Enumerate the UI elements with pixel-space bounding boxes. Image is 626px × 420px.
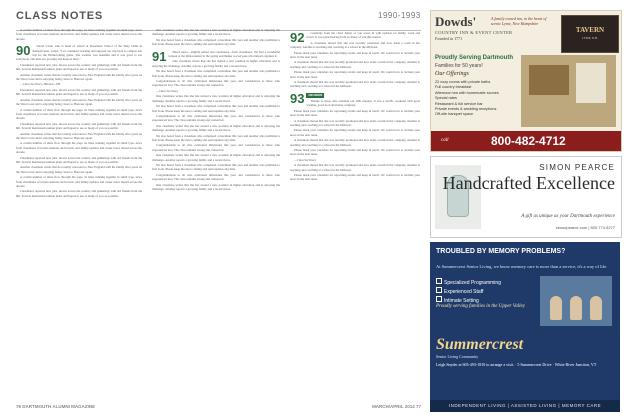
paragraph: Please mark your calendars for upcoming events and keep in touch. We would love to include your news in the next issue. (290, 172, 420, 182)
class-year-number: 91 (152, 48, 167, 64)
person-figure (570, 296, 582, 320)
footer-left: 76 DARTMOUTH ALUMNI MAGAZINE (16, 404, 96, 409)
class-years: 1990-1993 (378, 11, 421, 20)
paragraph: We also heard from a classmate who completed a marathon this year and another who published a first book. Please keep the news coming and send updates any time. (152, 37, 280, 47)
offering-item: Special rates (435, 96, 457, 101)
paragraph: Another classmate writes that he recently relocated to New England with his family after years on the West Coast and is enjoying being closer to Hanover again. (16, 97, 142, 107)
text-column-3 (290, 28, 420, 398)
paragraph: Congratulations to all who celebrated milestones this year, and condolences to those who experienced loss. The class remains strong and connected. (152, 172, 280, 182)
feature-item: Intimate Setting (436, 296, 501, 305)
paragraph: One classmate writes that she has started a new position in higher education and is enjoying the challenge. Another reports a growing family and a recent move. (152, 28, 280, 37)
class-note: Thanks to those who attended our 20th reunion. It was a terrific weekend with great weather, good food and better company. (306, 98, 420, 108)
simon-pearce-desc: A gift as unique as your Dartmouth experience (521, 214, 615, 219)
checkbox-icon (436, 296, 442, 302)
section-title: CLASS NOTES (16, 10, 104, 22)
class-year-number: 93 (290, 90, 305, 106)
person-figure (550, 296, 562, 320)
checkbox-icon (436, 287, 442, 293)
text-column-1 (16, 28, 142, 398)
paragraph: We also heard from a classmate who completed a marathon this year and another who published a first book. Please keep the news coming and send updates any time. (152, 69, 280, 78)
summercrest-logo-sub: Senior Living Community (436, 354, 479, 359)
paragraph: A classmate shared that she was recently promoted and now leads a team in her company. Another is teaching and coaching at a school in the Midwest. (290, 60, 420, 69)
paragraph: A classmate shared that she was recently promoted and now leads a team in her company. Another is teaching and coaching at a school in the Midwest. (290, 118, 420, 127)
footer-right: MARCH/APRIL 2014 77 (372, 404, 421, 409)
summercrest-ad[interactable] (430, 242, 620, 412)
paragraph: Congratulations to all who celebrated milestones this year, and condolences to those who experienced loss. The class remains strong and connected. (152, 79, 280, 88)
summercrest-sub: At Summercrest Senior Living, we know memory care is more than a service, it's a way of life. (436, 264, 608, 269)
paragraph: One classmate writes that she has started a new position in higher education and is enjoying the challenge. Another reports a growing family and a recent move. (152, 153, 280, 162)
paragraph: A certain number of ideas flow through the page, its lines running together in small type, news from classmates of recent reunions and travels, and family updates and career notes shared across the decade. (16, 141, 142, 155)
paragraph: A certain number of ideas flow through the page, its lines running together in small type, news from classmates of recent reunions and travels, and family updates and career notes shared across the decade. (16, 175, 142, 188)
dowds-logo: Dowds' (435, 14, 477, 29)
tavern-sign-sub: LYME, N.H. (582, 36, 598, 40)
residents-photo (540, 276, 612, 326)
paragraph: Classmates reported new jobs, moves across the country and gatherings with old friends from the hill. Several mentioned reunion plans and hoped to see as many of you as possible. (16, 155, 142, 164)
secretary-signature: —Class Secretary (294, 157, 317, 162)
dowds-inn-ad[interactable] (430, 10, 622, 152)
paragraph: Another classmate writes that he recently relocated to New England with his family after years on the West Coast and is enjoying being closer to Hanover again. (16, 72, 142, 82)
paragraph: Congratulations to all who celebrated milestones this year, and condolences to those who experienced loss. The class remains strong and connected. (152, 143, 280, 152)
paragraph: Classmates reported new jobs, moves across the country and gatherings with old friends from the hill. Several mentioned reunion plans and hoped to see as many of you as possible. (16, 189, 142, 198)
paragraph: One classmate writes that she has started a new position in higher education and is enjoying the challenge. Another reports a growing family and a recent move. (152, 123, 280, 133)
offering-item: Private events & wedding receptions (435, 107, 497, 112)
class-year-number: 90 (16, 43, 31, 59)
paragraph: A classmate shared that she was recently promoted and now leads a team in her company. Another is teaching and coaching at a school in the Midwest. (290, 138, 420, 147)
summercrest-headline: TROUBLED BY MEMORY PROBLEMS? (436, 248, 566, 255)
paragraph: Congratulations to all who celebrated milestones this year, and condolences to those who experienced loss. The class remains strong and connected. (152, 113, 280, 123)
paragraph: A classmate shared that she was recently promoted and now leads a team in her company. Another is teaching and coaching at a school in the Midwest. (290, 163, 420, 172)
offering-item: Restaurant & full service bar (435, 101, 483, 106)
class-note: Greetings from the class! Many of you wrote in with updates on family, work and travel. It was great hearing from so many of you this season. (306, 31, 420, 40)
dowds-phone-bar[interactable] (431, 131, 621, 151)
class-note: Here's news—slightly edited and condensed—from classmates. We had a wonderful turnout at the mini-reunion in the spring and thanks to everyone who helped organize it. (168, 49, 280, 59)
window-photo-detail (576, 63, 606, 103)
dowds-feature: Proudly Serving Dartmouth (435, 55, 514, 61)
paragraph: One classmate writes that she has started a new position in higher education and is enjoying the challenge. Another reports a growing family and a recent move. (152, 94, 280, 103)
paragraph: Another classmate writes that he recently relocated to New England with his family after years on the West Coast and is enjoying being closer to Hanover again. (16, 165, 142, 174)
dowds-tagline: A family owned inn, in the heart of scenic Lyme, New Hampshire (491, 16, 547, 26)
paragraph: One classmate writes that she has started a new position in higher education and is enjoying the challenge. Another reports a growing family and a recent move. (152, 182, 280, 191)
person-figure (590, 296, 602, 320)
ad-sidebar (430, 0, 626, 420)
paragraph: We also heard from a classmate who completed a marathon this year and another who published a first book. Please keep the news coming and send updates any time. (152, 133, 280, 142)
call-label: call (441, 138, 449, 143)
class-note: David Clark, who is head of school at Rosemont School of the Holy Child in Pennsylvania, writes: "I've continued working and enjoyed our trip back to campus last fall for the Homecoming game. The weather was beautiful and it was great to see everybody. Our kids are growing and keep us busy." (16, 44, 142, 62)
paragraph: Please mark your calendars for upcoming events and keep in touch. We would love to include your news in the next issue. (290, 50, 420, 60)
tavern-sign-text: TAVERN (575, 26, 605, 34)
paragraph: A certain number of ideas flow through the page, its lines running together in small type, news from classmates of recent reunions and travels, and family updates and career notes shared across the decade. (16, 107, 142, 121)
checkbox-icon (436, 278, 442, 284)
paragraph: Classmates reported new jobs, moves across the country and gatherings with old friends from the hill. Several mentioned reunion plans and hoped to see as many of you as possible. (16, 121, 142, 131)
dowds-phone[interactable]: 800-482-4712 (491, 134, 566, 148)
dowds-offerings-title: Our Offerings (435, 71, 469, 77)
paragraph: Classmates reported new jobs, moves across the country and gatherings with old friends from the hill. Several mentioned reunion plans and hoped to see as many of you as possible. (16, 87, 142, 97)
secretary-signature: —Class Secretary, Hanover, NH (20, 82, 60, 87)
paragraph: We also heard from a classmate who completed a marathon this year and another who published a first book. Please keep the news coming and send updates any time. (152, 162, 280, 172)
secretary-signature: —Class Secretary (156, 88, 179, 93)
paragraph: One classmate writes that she has started a new position in higher education and is enjoying the challenge. Another reports a growing family and a recent move. (152, 59, 280, 68)
dowds-subtitle: COUNTRY INN & EVENT CENTER (435, 30, 513, 35)
summercrest-ask: Proudly serving families in the Upper Valley (436, 304, 525, 309)
paragraph: A certain number of ideas flow through the page, its lines running together in small type, news from classmates of recent reunions and travels, and family updates and career notes shared across the decade. (16, 28, 142, 41)
simon-pearce-title: Handcrafted Excellence (442, 173, 615, 193)
offering-item: Afternoon tea with homemade scones (435, 90, 499, 95)
feature-item: Specialized Programming (436, 278, 501, 287)
summercrest-services-bar: INDEPENDENT LIVING | ASSISTED LIVING | MEMORY CARE (430, 400, 620, 412)
feature-item: Experienced Staff (436, 287, 501, 296)
paragraph: Please mark your calendars for upcoming events and keep in touch. We would love to include your news in the next issue. (290, 108, 420, 118)
tavern-sign-photo (561, 15, 619, 53)
paragraph: Another classmate writes that he recently relocated to New England with his family after years on the West Coast and is enjoying being closer to Hanover again. (16, 131, 142, 140)
page-footer (16, 402, 421, 412)
dowds-founded: Founded in 1771 (435, 36, 463, 41)
simon-pearce-url[interactable]: simonpearce.com | 800.774.5277 (555, 225, 615, 230)
simon-pearce-ad[interactable] (430, 156, 622, 238)
paragraph: Classmates reported new jobs, moves across the country and gatherings with old friends from the hill. Several mentioned reunion plans and hoped to see as many of you as possible. (16, 62, 142, 72)
inn-room-photo (521, 55, 616, 127)
offering-item: Full country breakfast (435, 85, 472, 90)
paragraph: A classmate shared that she was recently promoted and now leads a team in her company. Another is teaching and coaching at a school in the Midwest. (290, 80, 420, 89)
reunion-badge: REUNION (308, 92, 323, 97)
offering-item: Off-site banquet space (435, 112, 474, 117)
dowds-offerings-list (435, 80, 515, 118)
summercrest-features (436, 278, 501, 305)
dowds-feature-2: Families for 50 years! (435, 63, 483, 69)
summercrest-contact[interactable]: Leigh Snyder at 603-493-1810 to arrange a visit. · 5 Summercrest Drive · White River Junction, VT (436, 362, 597, 367)
paragraph: Please mark your calendars for upcoming events and keep in touch. We would love to include your news in the next issue. (290, 147, 420, 157)
class-year-number: 92 (290, 30, 305, 45)
text-column-2 (152, 28, 280, 398)
room-photo-detail (529, 65, 569, 95)
paragraph: Please mark your calendars for upcoming events and keep in touch. We would love to include your news in the next issue. (290, 128, 420, 137)
paragraph: Please mark your calendars for upcoming events and keep in touch. We would love to include your news in the next issue. (290, 70, 420, 79)
simon-pearce-brand: SIMON PEARCE (539, 163, 615, 172)
offering-item: 22 cozy rooms with private baths (435, 80, 491, 84)
summercrest-logo: Summercrest (436, 336, 524, 353)
paragraph: We also heard from a classmate who completed a marathon this year and another who published a first book. Please keep the news coming and send updates any time. (152, 104, 280, 113)
paragraph: A classmate shared that she was recently promoted and now leads a team in her company. Another is teaching and coaching at a school in the Midwest. (290, 40, 420, 50)
